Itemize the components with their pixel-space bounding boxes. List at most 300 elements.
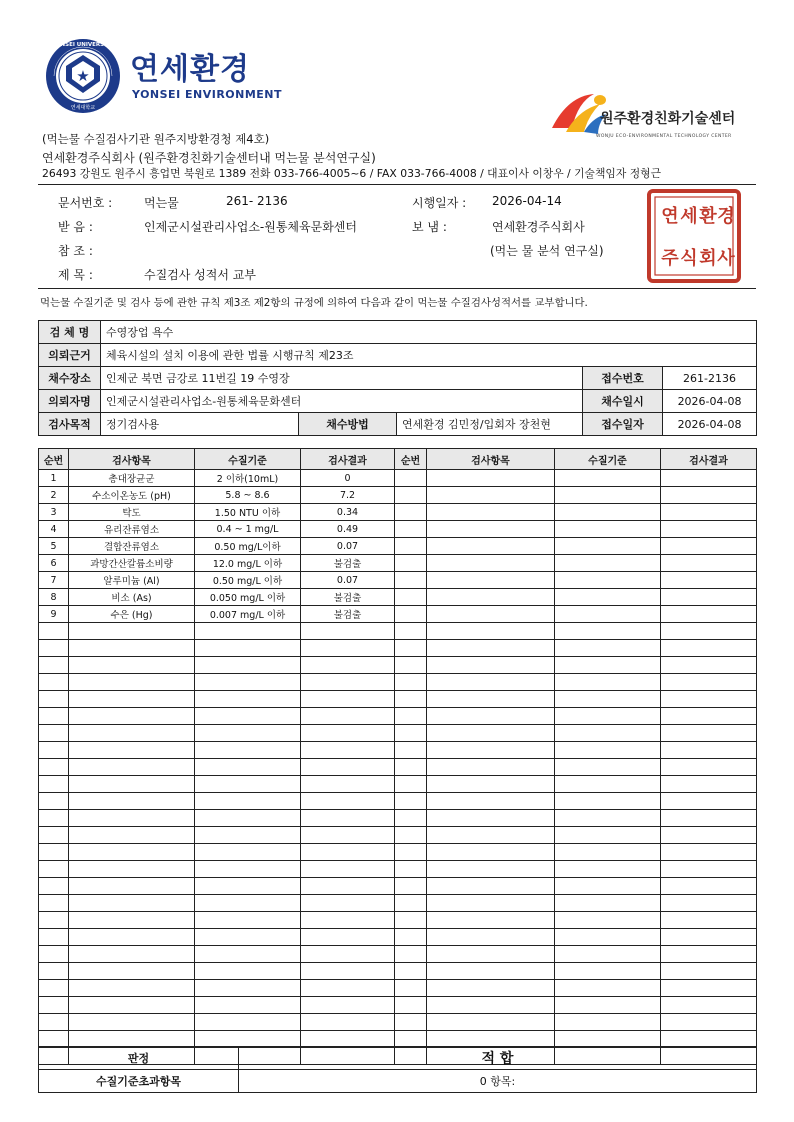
table-cell: 불검출: [301, 555, 395, 572]
table-cell: [427, 606, 555, 623]
table-cell: 탁도: [69, 504, 195, 521]
table-row: [39, 521, 757, 538]
receipt-date-label: 접수일자: [583, 413, 663, 436]
table-cell: [69, 810, 195, 827]
table-cell: [427, 1014, 555, 1031]
table-cell: [39, 657, 69, 674]
site-label: 채수장소: [39, 367, 101, 390]
verdict-table: [38, 1046, 757, 1093]
table-row: [39, 589, 757, 606]
table-cell: [555, 674, 661, 691]
table-cell: [301, 742, 395, 759]
table-cell: [69, 912, 195, 929]
table-cell: [395, 470, 427, 487]
info-row-sample: [39, 321, 757, 344]
table-cell: [555, 793, 661, 810]
table-cell: [395, 997, 427, 1014]
empty-table-row: [39, 742, 757, 759]
empty-table-row: [39, 725, 757, 742]
subject-value: 수질검사 성적서 교부: [144, 268, 256, 282]
table-cell: [195, 861, 301, 878]
table-cell: [555, 776, 661, 793]
empty-table-row: [39, 963, 757, 980]
table-cell: [661, 759, 757, 776]
table-cell: [661, 997, 757, 1014]
table-cell: 0: [301, 470, 395, 487]
table-cell: [69, 1014, 195, 1031]
table-cell: 0.050 mg/L 이하: [195, 589, 301, 606]
table-cell: [427, 946, 555, 963]
table-cell: [301, 997, 395, 1014]
sender-sub-value: (먹는 물 분석 연구실): [490, 244, 604, 258]
table-cell: 수소이온농도 (pH): [69, 487, 195, 504]
receipt-date-value: 2026-04-08: [663, 413, 757, 436]
table-cell: [69, 980, 195, 997]
empty-table-row: [39, 810, 757, 827]
table-cell: 9: [39, 606, 69, 623]
table-cell: [555, 963, 661, 980]
table-cell: [395, 878, 427, 895]
table-cell: [661, 521, 757, 538]
table-cell: 0.07: [301, 538, 395, 555]
table-cell: [39, 861, 69, 878]
table-cell: [39, 691, 69, 708]
table-cell: [39, 946, 69, 963]
empty-table-row: [39, 640, 757, 657]
table-cell: [39, 963, 69, 980]
sample-date-value: 2026-04-08: [663, 390, 757, 413]
table-cell: [661, 1031, 757, 1048]
table-cell: [427, 623, 555, 640]
brand-name-english: YONSEI ENVIRONMENT: [132, 88, 283, 101]
verdict-label: 판정: [39, 1047, 239, 1070]
table-cell: [39, 742, 69, 759]
table-cell: 8: [39, 589, 69, 606]
empty-table-row: [39, 759, 757, 776]
table-cell: [661, 929, 757, 946]
empty-table-row: [39, 946, 757, 963]
receipt-no-label: 접수번호: [583, 367, 663, 390]
table-cell: [195, 1031, 301, 1048]
results-body: [39, 470, 757, 1065]
doc-number-value: 261- 2136: [226, 194, 288, 208]
table-cell: [195, 929, 301, 946]
info-row-client: [39, 390, 757, 413]
stamp-char: 사: [717, 248, 735, 269]
table-cell: [427, 521, 555, 538]
purpose-label: 검사목적: [39, 413, 101, 436]
table-cell: [39, 674, 69, 691]
table-cell: [661, 572, 757, 589]
basis-label: 의뢰근거: [39, 344, 101, 367]
empty-table-row: [39, 997, 757, 1014]
exceed-value: 0 항목:: [239, 1070, 757, 1093]
empty-table-row: [39, 793, 757, 810]
table-cell: [555, 487, 661, 504]
table-cell: [39, 912, 69, 929]
table-cell: [69, 878, 195, 895]
table-cell: [39, 878, 69, 895]
table-row: [39, 606, 757, 623]
receiver-value: 인제군시설관리사업소-원통체육문화센터: [144, 220, 357, 234]
table-cell: [39, 623, 69, 640]
header-divider: [38, 184, 756, 185]
table-cell: [395, 980, 427, 997]
table-cell: 1.50 NTU 이하: [195, 504, 301, 521]
table-cell: [555, 538, 661, 555]
table-cell: [555, 1014, 661, 1031]
table-cell: [195, 640, 301, 657]
table-cell: [555, 521, 661, 538]
table-cell: [39, 776, 69, 793]
table-cell: [555, 742, 661, 759]
table-cell: [555, 623, 661, 640]
table-cell: [395, 844, 427, 861]
table-cell: [427, 742, 555, 759]
sender-value: 연세환경주식회사: [492, 220, 585, 234]
table-cell: [427, 929, 555, 946]
table-cell: [661, 810, 757, 827]
table-cell: [661, 504, 757, 521]
stamp-char: 경: [717, 206, 735, 227]
table-cell: [195, 1014, 301, 1031]
header-cell: 검사결과: [301, 449, 395, 470]
table-cell: [39, 1014, 69, 1031]
table-cell: [301, 844, 395, 861]
table-cell: [661, 963, 757, 980]
header-cell: 검사결과: [661, 449, 757, 470]
exceed-label: 수질기준초과항목: [39, 1070, 239, 1093]
table-cell: [195, 623, 301, 640]
table-cell: [395, 861, 427, 878]
table-cell: [661, 555, 757, 572]
table-cell: 결합잔류염소: [69, 538, 195, 555]
table-cell: [555, 929, 661, 946]
table-cell: [301, 929, 395, 946]
table-cell: [661, 487, 757, 504]
table-cell: [427, 844, 555, 861]
doc-number-category: 먹는물: [144, 196, 179, 210]
meta-divider: [38, 288, 756, 289]
empty-table-row: [39, 1031, 757, 1048]
table-cell: 5: [39, 538, 69, 555]
table-cell: [427, 759, 555, 776]
table-cell: [395, 521, 427, 538]
table-cell: [195, 912, 301, 929]
table-cell: [555, 878, 661, 895]
table-cell: [661, 878, 757, 895]
table-cell: [301, 640, 395, 657]
table-cell: [69, 759, 195, 776]
table-cell: [301, 827, 395, 844]
stamp-char: 주: [661, 248, 679, 269]
table-cell: [395, 776, 427, 793]
table-cell: [195, 827, 301, 844]
table-cell: [555, 980, 661, 997]
table-cell: [195, 708, 301, 725]
table-cell: [39, 844, 69, 861]
table-cell: 불검출: [301, 606, 395, 623]
table-cell: [427, 589, 555, 606]
table-cell: [195, 691, 301, 708]
table-cell: [301, 963, 395, 980]
empty-table-row: [39, 708, 757, 725]
table-cell: [195, 844, 301, 861]
table-cell: [555, 572, 661, 589]
table-cell: [661, 470, 757, 487]
table-cell: [195, 657, 301, 674]
table-cell: [395, 1031, 427, 1048]
empty-table-row: [39, 844, 757, 861]
table-cell: 유리잔류염소: [69, 521, 195, 538]
table-cell: [395, 640, 427, 657]
reference-label: 참 조 :: [58, 244, 93, 258]
table-cell: [661, 589, 757, 606]
table-cell: [39, 793, 69, 810]
table-cell: [555, 470, 661, 487]
table-cell: [69, 963, 195, 980]
table-cell: [427, 538, 555, 555]
table-cell: [555, 708, 661, 725]
client-label: 의뢰자명: [39, 390, 101, 413]
stamp-char: 세: [680, 206, 698, 227]
table-cell: [427, 861, 555, 878]
empty-table-row: [39, 895, 757, 912]
table-cell: [195, 793, 301, 810]
table-cell: [395, 606, 427, 623]
table-cell: [301, 861, 395, 878]
subject-label: 제 목 :: [58, 268, 93, 282]
table-cell: [555, 895, 661, 912]
table-cell: [69, 946, 195, 963]
table-cell: [427, 912, 555, 929]
header-cell: 수질기준: [195, 449, 301, 470]
table-cell: [69, 997, 195, 1014]
table-cell: [69, 929, 195, 946]
table-cell: [301, 912, 395, 929]
empty-table-row: [39, 912, 757, 929]
emblem-inner-text: 연세대학교: [70, 105, 96, 111]
table-cell: [301, 759, 395, 776]
table-cell: [395, 708, 427, 725]
table-cell: [661, 725, 757, 742]
receiver-label: 받 음 :: [58, 220, 93, 234]
table-cell: [69, 691, 195, 708]
table-cell: 0.34: [301, 504, 395, 521]
table-cell: [427, 555, 555, 572]
table-cell: 2 이하(10mL): [195, 470, 301, 487]
table-cell: [395, 759, 427, 776]
table-cell: [39, 725, 69, 742]
table-cell: [427, 640, 555, 657]
table-cell: [427, 980, 555, 997]
table-cell: [195, 776, 301, 793]
table-cell: [661, 606, 757, 623]
doc-number-label: 문서번호 :: [58, 196, 113, 210]
stamp-char: 환: [699, 206, 717, 227]
table-cell: [195, 759, 301, 776]
table-cell: 7.2: [301, 487, 395, 504]
empty-table-row: [39, 691, 757, 708]
issue-date-value: 2026-04-14: [492, 194, 562, 208]
table-cell: [195, 878, 301, 895]
sample-name-label: 검 체 명: [39, 321, 101, 344]
table-cell: 6: [39, 555, 69, 572]
table-cell: [395, 963, 427, 980]
sample-name-value: 수영장업 욕수: [101, 321, 757, 344]
header-cell: 검사항목: [69, 449, 195, 470]
table-cell: [301, 708, 395, 725]
table-cell: [39, 810, 69, 827]
table-cell: [555, 725, 661, 742]
table-cell: [555, 555, 661, 572]
info-row-site: [39, 367, 757, 390]
empty-table-row: [39, 623, 757, 640]
table-cell: [301, 946, 395, 963]
header-cell: 수질기준: [555, 449, 661, 470]
company-name-line: 연세환경주식회사 (원주환경친화기술센터내 먹는물 분석연구실): [42, 151, 376, 165]
table-row: [39, 538, 757, 555]
table-row: [39, 555, 757, 572]
table-cell: 0.4 ~ 1 mg/L: [195, 521, 301, 538]
table-cell: [661, 776, 757, 793]
empty-table-row: [39, 929, 757, 946]
verdict-row: [39, 1047, 757, 1070]
table-cell: [427, 1031, 555, 1048]
table-cell: [555, 1031, 661, 1048]
table-cell: [661, 980, 757, 997]
header-cell: 검사항목: [427, 449, 555, 470]
table-cell: 수은 (Hg): [69, 606, 195, 623]
table-cell: [195, 895, 301, 912]
table-cell: [555, 504, 661, 521]
table-cell: [301, 657, 395, 674]
table-cell: [395, 674, 427, 691]
table-cell: [39, 708, 69, 725]
table-cell: [427, 674, 555, 691]
table-cell: [195, 963, 301, 980]
table-cell: [555, 946, 661, 963]
table-cell: [195, 725, 301, 742]
empty-table-row: [39, 1014, 757, 1031]
table-cell: [555, 827, 661, 844]
table-cell: 7: [39, 572, 69, 589]
info-row-basis: [39, 344, 757, 367]
table-cell: 0.07: [301, 572, 395, 589]
table-cell: [301, 878, 395, 895]
table-cell: [661, 1014, 757, 1031]
table-cell: [555, 657, 661, 674]
table-cell: [69, 725, 195, 742]
sender-label: 보 냄 :: [412, 220, 447, 234]
test-results-table: [38, 448, 757, 1065]
table-row: [39, 504, 757, 521]
table-cell: [427, 470, 555, 487]
table-cell: [555, 759, 661, 776]
table-cell: [195, 946, 301, 963]
table-cell: [69, 657, 195, 674]
table-cell: [395, 572, 427, 589]
table-cell: [395, 810, 427, 827]
empty-table-row: [39, 827, 757, 844]
table-cell: [555, 997, 661, 1014]
table-cell: [395, 538, 427, 555]
table-cell: [395, 827, 427, 844]
table-cell: [301, 793, 395, 810]
table-cell: [69, 895, 195, 912]
table-cell: [661, 538, 757, 555]
table-cell: [661, 742, 757, 759]
table-cell: [555, 861, 661, 878]
table-row: [39, 470, 757, 487]
empty-table-row: [39, 861, 757, 878]
table-cell: [195, 997, 301, 1014]
table-cell: [395, 929, 427, 946]
table-cell: 총대장균군: [69, 470, 195, 487]
table-cell: [69, 844, 195, 861]
table-cell: [661, 657, 757, 674]
table-cell: [661, 640, 757, 657]
table-cell: [395, 946, 427, 963]
empty-table-row: [39, 980, 757, 997]
table-cell: [395, 793, 427, 810]
table-cell: 2: [39, 487, 69, 504]
table-cell: [395, 895, 427, 912]
table-cell: [301, 691, 395, 708]
table-cell: 12.0 mg/L 이하: [195, 555, 301, 572]
table-cell: [69, 623, 195, 640]
issue-date-label: 시행일자 :: [412, 196, 467, 210]
table-cell: [395, 623, 427, 640]
table-cell: 0.50 mg/L이하: [195, 538, 301, 555]
table-cell: 5.8 ~ 8.6: [195, 487, 301, 504]
table-cell: 3: [39, 504, 69, 521]
table-cell: [301, 725, 395, 742]
table-cell: [39, 929, 69, 946]
table-cell: [427, 810, 555, 827]
empty-table-row: [39, 878, 757, 895]
table-cell: [555, 810, 661, 827]
table-cell: [427, 657, 555, 674]
address-contact-line: 26493 강원도 원주시 흥업면 북원로 1389 전화 033-766-4005~6 / FAX 033-766-4008 / 대표이사 이창우 / 기술책임자 정형근: [42, 167, 661, 180]
method-label: 채수방법: [299, 413, 397, 436]
empty-table-row: [39, 674, 757, 691]
table-cell: [427, 776, 555, 793]
table-cell: [555, 589, 661, 606]
table-cell: [427, 878, 555, 895]
table-cell: [661, 674, 757, 691]
table-cell: [301, 1031, 395, 1048]
receipt-no-value: 261-2136: [663, 367, 757, 390]
table-cell: [69, 827, 195, 844]
yonsei-emblem-logo: [44, 37, 122, 115]
table-cell: [301, 776, 395, 793]
emblem-ring-text: YONSEI UNIVERSITY: [52, 42, 114, 48]
table-cell: [395, 1014, 427, 1031]
table-cell: 불검출: [301, 589, 395, 606]
table-cell: [555, 606, 661, 623]
table-cell: [395, 504, 427, 521]
table-cell: 과망간산칼륨소비량: [69, 555, 195, 572]
table-cell: [395, 725, 427, 742]
table-cell: [427, 997, 555, 1014]
table-cell: [427, 827, 555, 844]
verdict-value: 적 합: [239, 1047, 757, 1070]
table-cell: [661, 708, 757, 725]
table-cell: [395, 691, 427, 708]
exceed-row: [39, 1070, 757, 1093]
table-cell: [195, 742, 301, 759]
